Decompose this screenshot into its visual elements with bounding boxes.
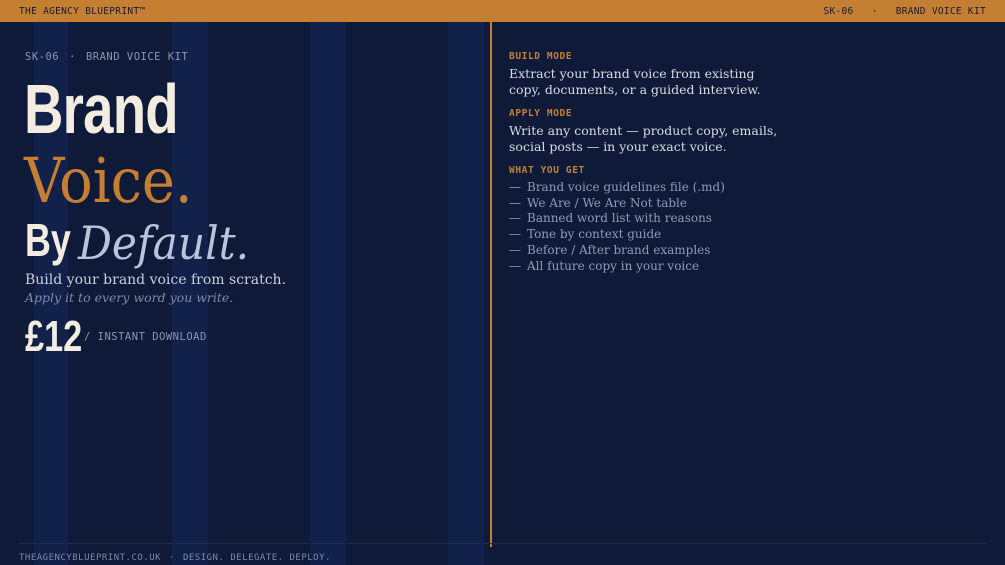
footer-site-link[interactable]: THEAGENCYBLUEPRINT.CO.UK [19,553,162,563]
top-bar [0,0,1005,22]
section-title-what-you-get: WHAT YOU GET [509,165,585,176]
price-note: / INSTANT DOWNLOAD [84,331,207,343]
hero-subtitle-italic: Apply it to every word you write. [25,290,234,305]
hero-subtitle: Build your brand voice from scratch. [25,272,287,288]
section-body-build: Extract your brand voice from existing copy, documents, or a guided interview. [509,66,761,97]
brand-name: THE AGENCY BLUEPRINT™ [19,5,146,17]
list-item: — Before / After brand examples [509,242,711,257]
footer: THEAGENCYBLUEPRINT.CO.UK · DESIGN. DELEGATE. DEPLOY. [19,553,331,563]
footer-divider [19,543,986,544]
headline-default: Default. [78,216,250,270]
product-code-label: SK-06 · BRAND VOICE KIT [823,5,986,17]
headline-by: By [25,214,71,266]
features-panel [509,51,979,274]
footer-tagline: DESIGN. DELEGATE. DEPLOY. [182,553,331,563]
feature-list [509,180,979,274]
vertical-divider [490,22,492,547]
section-body-apply: Write any content — product copy, emails, social posts — in your exact voice. [509,123,778,154]
price: £12 [25,312,83,361]
list-item: — Tone by context guide [509,227,662,242]
headline-brand: Brand [24,70,178,148]
list-item: — Brand voice guidelines file (.md) [509,180,725,194]
hero-kicker: SK-06 · BRAND VOICE KIT [25,51,189,63]
headline-voice: Voice. [24,144,193,217]
decor-stripe [310,22,346,565]
list-item: — We Are / We Are Not table [509,195,687,210]
section-title-apply: APPLY MODE [509,108,573,119]
decor-stripe [448,22,484,565]
list-item: — All future copy in your voice [509,258,700,273]
list-item: — Banned word list with reasons [509,211,712,226]
section-title-build: BUILD MODE [509,51,573,62]
